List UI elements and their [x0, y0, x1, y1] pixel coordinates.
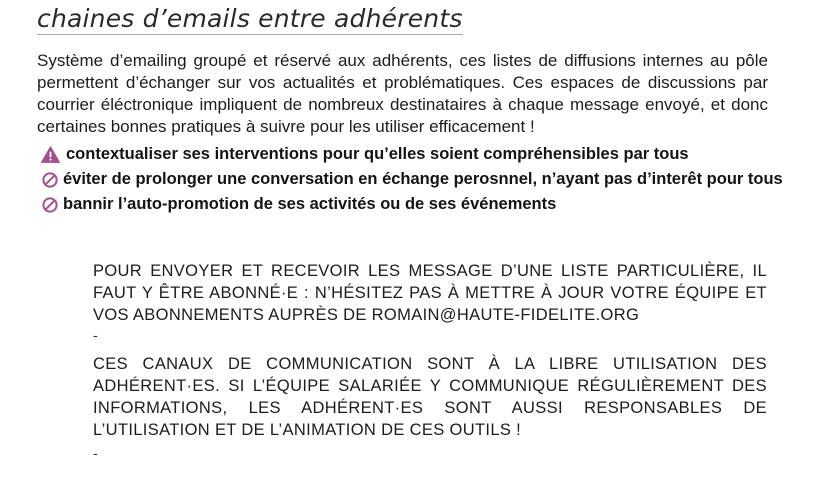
- page-title: chaines d’emails entre adhérents: [37, 4, 463, 33]
- rule-text: bannir l’auto-promotion de ses activités ou de ses événements: [63, 195, 557, 213]
- separator-dash: -: [93, 445, 98, 461]
- rule-item: [41, 142, 783, 167]
- separator-dash: -: [93, 327, 98, 343]
- info-block-subscription: POUR ENVOYER ET RECEVOIR LES MESSAGE D’UNE LISTE PARTICULIÈRE, IL FAUT Y ÊTRE ABONNÉ·E : N’HÉSITEZ PAS À METTRE À JOUR VOTRE ÉQUIPE ET VOS ABONNEMENTS AUPRÈS DE ROMAIN@HAUTE-FIDELITE.ORG: [93, 262, 767, 324]
- intro-paragraph: Système d’emailing groupé et réservé aux adhérents, ces listes de diffusions internes au pôle permettent d’échanger sur vos actualités et problématiques. Ces espaces de discussions par courrier éléctronique impliquent de nombreux destinataires à chaque message envoyé, et donc certaines bonnes pratiques à suivre pour les utiliser efficacement !: [37, 51, 768, 136]
- prohibited-icon: [41, 170, 58, 189]
- rules-list: [41, 142, 783, 217]
- rule-item: [41, 192, 783, 217]
- rule-item: [41, 167, 783, 192]
- rule-text: contextualiser ses interventions pour qu’elles soient compréhensibles par tous: [66, 145, 689, 163]
- rule-text: éviter de prolonger une conversation en échange perosnnel, n’ayant pas d’interêt pour tous: [63, 170, 783, 188]
- warning-triangle-icon: [41, 145, 60, 164]
- prohibited-icon: [41, 195, 58, 214]
- info-block-usage: CES CANAUX DE COMMUNICATION SONT À LA LIBRE UTILISATION DES ADHÉRENT·ES. SI L’ÉQUIPE SALARIÉE Y COMMUNIQUE RÉGULIÈREMENT DES INFORMATIONS, LES ADHÉRENT·ES SONT AUSSI RESPONSABLES DE L’UTILISATION ET DE L’ANIMATION DE CES OUTILS !: [93, 355, 767, 439]
